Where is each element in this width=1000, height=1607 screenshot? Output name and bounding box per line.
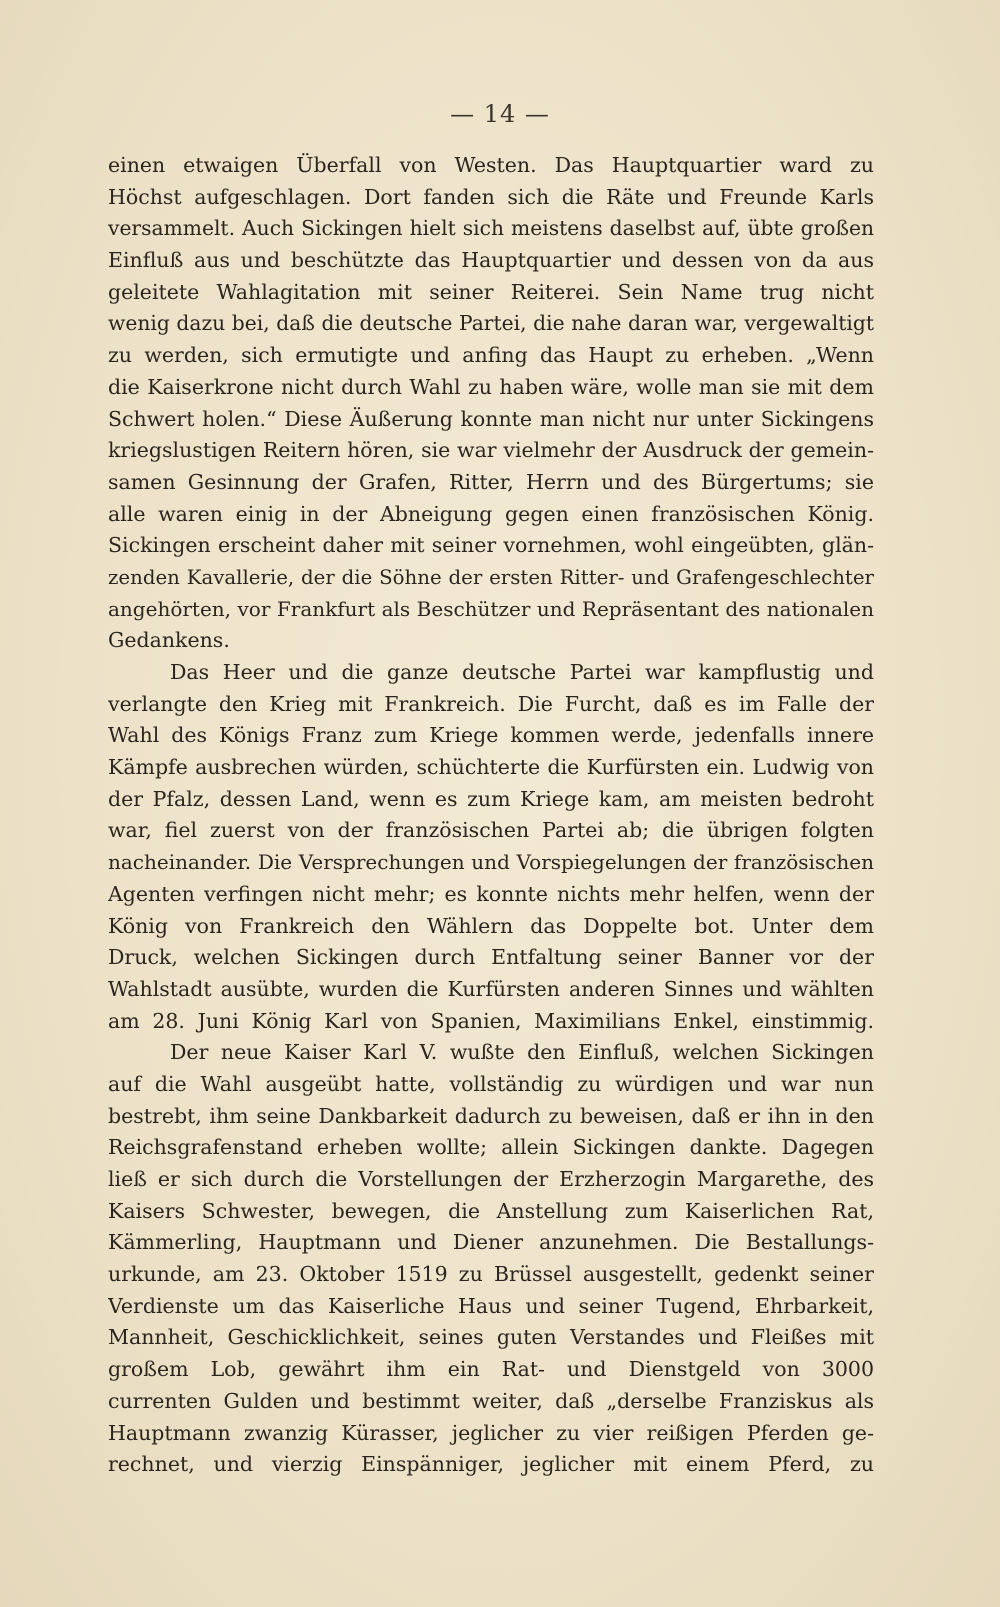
text-line: rechnet, und vierzig Einspänniger, jeglicher mit einem Pferd, zu: [108, 1452, 874, 1477]
text-line: versammelt. Auch Sickingen hielt sich meistens daselbst auf, übte großen: [108, 216, 874, 241]
text-line: Agenten verfingen nicht mehr; es konnte nichts mehr helfen, wenn der: [108, 881, 874, 906]
text-line: kriegslustigen Reitern hören, sie war vielmehr der Ausdruck der gemein-: [108, 438, 874, 463]
text-line: Sickingen erscheint daher mit seiner vornehmen, wohl eingeübten, glän-: [108, 533, 874, 558]
text-line: Kämpfe ausbrechen würden, schüchterte die Kurfürsten ein. Ludwig von: [108, 755, 874, 780]
text-line: verlangte den Krieg mit Frankreich. Die Furcht, daß es im Falle der: [108, 691, 874, 716]
body-text: [108, 150, 874, 1481]
text-line: alle waren einig in der Abneigung gegen einen französischen König.: [108, 501, 874, 526]
text-line: zenden Kavallerie, der die Söhne der ersten Ritter- und Grafengeschlechter: [108, 565, 874, 589]
text-line: currenten Gulden und bestimmt weiter, daß „derselbe Franziskus als: [108, 1388, 874, 1413]
text-line: Verdienste um das Kaiserliche Haus und seiner Tugend, Ehrbarkeit,: [108, 1293, 874, 1318]
text-line: urkunde, am 23. Oktober 1519 zu Brüssel ausgestellt, gedenkt seiner: [108, 1262, 874, 1287]
text-line: angehörten, vor Frankfurt als Beschützer und Repräsentant des nationalen: [108, 596, 874, 621]
page-number: — 14 —: [450, 100, 550, 128]
text-line: Kaisers Schwester, bewegen, die Anstellung zum Kaiserlichen Rat,: [108, 1198, 874, 1223]
text-line: Das Heer und die ganze deutsche Partei war kampflustig und: [170, 660, 874, 684]
text-line: Schwert holen.“ Diese Äußerung konnte man nicht nur unter Sickingens: [108, 406, 874, 431]
text-line: Reichsgrafenstand erheben wollte; allein Sickingen dankte. Dagegen: [108, 1135, 874, 1160]
text-line: der Pfalz, dessen Land, wenn es zum Kriege kam, am meisten bedroht: [108, 786, 874, 811]
text-line: Hauptmann zwanzig Kürasser, jeglicher zu vier reißigen Pferden ge-: [108, 1420, 874, 1445]
text-line: Wahl des Königs Franz zum Kriege kommen werde, jedenfalls innere: [108, 723, 874, 748]
text-line: bestrebt, ihm seine Dankbarkeit dadurch zu beweisen, daß er ihn in den: [108, 1103, 874, 1128]
text-line: Höchst aufgeschlagen. Dort fanden sich die Räte und Freunde Karls: [108, 184, 874, 209]
text-line: auf die Wahl ausgeübt hatte, vollständig zu würdigen und war nun: [108, 1071, 874, 1096]
text-line: geleitete Wahlagitation mit seiner Reiterei. Sein Name trug nicht: [108, 279, 874, 304]
text-line: großem Lob, gewährt ihm ein Rat- und Dienstgeld von 3000: [108, 1357, 874, 1382]
text-line: zu werden, sich ermutigte und anfing das Haupt zu erheben. „Wenn: [108, 343, 874, 368]
text-line: Mannheit, Geschicklichkeit, seines guten Verstandes und Fleißes mit: [108, 1325, 874, 1350]
text-line: am 28. Juni König Karl von Spanien, Maximilians Enkel, einstimmig.: [108, 1008, 874, 1033]
text-line: war, fiel zuerst von der französischen Partei ab; die übrigen folgten: [108, 818, 874, 843]
text-line: samen Gesinnung der Grafen, Ritter, Herrn und des Bürgertums; sie: [108, 469, 874, 494]
text-line: Gedankens.: [108, 628, 230, 653]
text-line: Druck, welchen Sickingen durch Entfaltung seiner Banner vor der: [108, 945, 874, 970]
text-line: die Kaiserkrone nicht durch Wahl zu haben wäre, wolle man sie mit dem: [108, 374, 874, 399]
text-line: Der neue Kaiser Karl V. wußte den Einfluß, welchen Sickingen: [170, 1040, 874, 1065]
text-line: einen etwaigen Überfall von Westen. Das Hauptquartier ward zu: [108, 153, 874, 177]
text-line: ließ er sich durch die Vorstellungen der Erzherzogin Margarethe, des: [108, 1167, 874, 1191]
text-line: König von Frankreich den Wählern das Doppelte bot. Unter dem: [108, 913, 874, 938]
text-line: Kämmerling, Hauptmann und Diener anzunehmen. Die Bestallungs-: [108, 1230, 874, 1255]
text-line: Einfluß aus und beschützte das Hauptquartier und dessen von da aus: [108, 248, 874, 273]
text-line: nacheinander. Die Versprechungen und Vorspiegelungen der französischen: [108, 850, 874, 875]
text-line: wenig dazu bei, daß die deutsche Partei, die nahe daran war, vergewaltigt: [108, 311, 874, 336]
text-line: Wahlstadt ausübte, wurden die Kurfürsten anderen Sinnes und wählten: [108, 976, 874, 1001]
